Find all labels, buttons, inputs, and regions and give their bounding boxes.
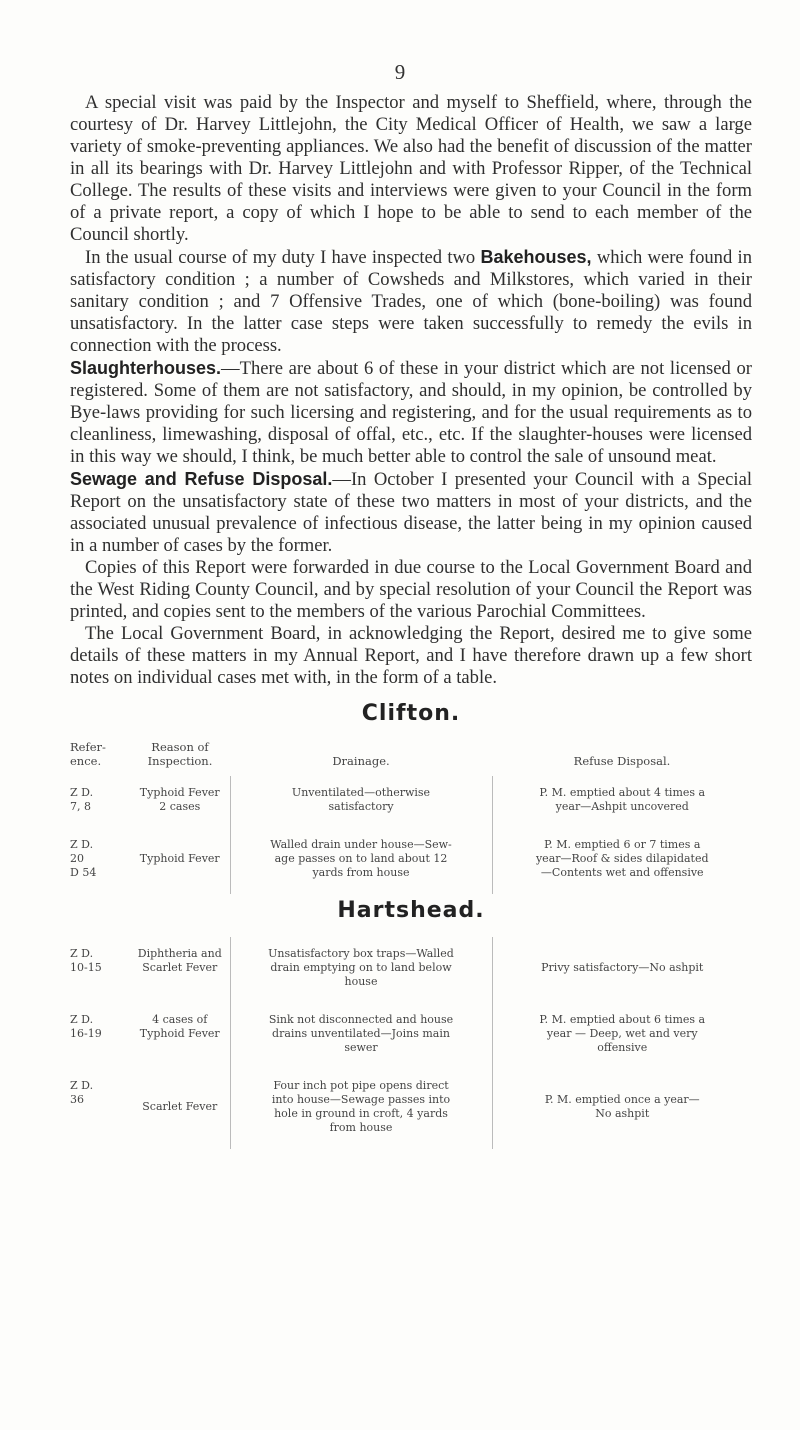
header-drainage	[230, 740, 492, 776]
cell-line: Diphtheria and	[137, 947, 222, 960]
paragraph-text: which were found in satisfactory condition ; a number of Cowsheds and Milkstores, which varied in their sanitary condition ; and 7 Offensive Trades, one of which (bone-boiling) was found unsatisfactory. In the latter case steps were taken successfully to remedy the evils in connection with the process.	[70, 247, 752, 356]
cell-line: sewer	[344, 1041, 378, 1054]
cell-drainage	[230, 1003, 492, 1069]
header-reason	[130, 740, 230, 776]
header-line: Reason of	[151, 740, 209, 754]
cell-line: into house—Sewage passes into	[271, 1093, 451, 1106]
cell-line: P. M. emptied about 6 times a	[539, 1013, 706, 1026]
section-title-hartshead: Hartshead.	[337, 898, 485, 923]
paragraph-report-copies: Copies of this Report were forwarded in due course to the Local Government Board and the West Riding County Council, and by special resolution of your Council the Report was printed, and copies sent to the members of the various Parochial Committees.	[70, 557, 752, 622]
header-line: ence.	[70, 754, 102, 768]
paragraph-text: —There are about 6 of these in your district which are not licensed or registered. Some of them are not satisfactory, and should, in my opinion, be controlled by Bye-laws providing for such licersing and registering, and for the usual requirements as to cleanliness, limewashing, disposal of offal, etc., etc. If the slaughter-houses were licensed in this way we should, I think, be much better able to control the sale of unsound meat.	[70, 358, 752, 467]
cell-line: satisfactory	[328, 800, 394, 813]
cell-line: house	[344, 975, 378, 988]
cell-line: Scarlet Fever	[142, 1100, 218, 1113]
cell-line: No ashpit	[595, 1107, 650, 1120]
cell-reference	[70, 828, 130, 894]
paragraph-text: In the usual course of my duty I have inspected two	[85, 247, 481, 268]
cell-line: 10-15	[70, 961, 102, 974]
table-header-row	[70, 740, 752, 776]
paragraph-bakehouses	[70, 246, 752, 357]
bakehouses-heading: Bakehouses,	[480, 247, 592, 267]
cell-reference	[70, 937, 130, 1003]
table-row	[70, 776, 752, 828]
cell-reference	[70, 1069, 130, 1149]
cell-line: 2 cases	[159, 800, 201, 813]
paragraph-text: —In October I presented your Council with a Special Report on the unsatisfactory state of these two matters in most of your districts, and the associated unusual prevalence of infectious disease, the latter being in my opinion caused in a number of cases by the former.	[70, 469, 752, 556]
cell-line: 7, 8	[70, 800, 91, 813]
section-title-clifton: Clifton.	[361, 701, 461, 726]
header-reference	[70, 740, 130, 776]
cell-line: 20	[70, 852, 84, 865]
cell-line: yards from house	[312, 866, 410, 879]
cell-drainage	[230, 937, 492, 1003]
cell-line: Unsatisfactory box traps—Walled	[268, 947, 454, 960]
cell-line: 36	[70, 1093, 84, 1106]
cell-line: year—Ashpit uncovered	[555, 800, 689, 813]
cell-line: 4 cases of	[152, 1013, 208, 1026]
header-line: Drainage.	[332, 754, 390, 768]
paragraph-sheffield-visit: A special visit was paid by the Inspector and myself to Sheffield, where, through the courtesy of Dr. Harvey Littlejohn, the City Medical Officer of Health, we saw a large variety of smoke-preventing appliances. We also had the benefit of discussion of the matter in all its bearings with Dr. Harvey Littlejohn and with Professor Ripper, of the Technical College. The results of these visits and interviews were given to your Council in the form of a private report, a copy of which I hope to be able to send to each member of the Council shortly.	[70, 92, 752, 245]
cell-line: Typhoid Fever	[139, 1027, 220, 1040]
cell-line: Privy satisfactory—No ashpit	[541, 961, 704, 974]
cell-line: Z D.	[70, 786, 94, 799]
inspection-table-clifton	[70, 740, 752, 894]
cell-refuse	[492, 776, 752, 828]
cell-line: Z D.	[70, 947, 94, 960]
paragraph-lgb-request: The Local Government Board, in acknowledging the Report, desired me to give some details of these matters in my Annual Report, and I have therefore drawn up a few short notes on individual cases met with, in the form of a table.	[70, 623, 752, 688]
cell-line: year — Deep, wet and very	[546, 1027, 698, 1040]
header-line: Inspection.	[147, 754, 213, 768]
cell-line: —Contents wet and offensive	[540, 866, 704, 879]
slaughterhouses-heading: Slaughterhouses.	[70, 358, 222, 378]
cell-reference	[70, 1003, 130, 1069]
cell-line: drains unventilated—Joins main	[272, 1027, 450, 1040]
page-number: 9	[394, 60, 406, 84]
cell-line: Unventilated—otherwise	[291, 786, 431, 799]
cell-drainage	[230, 828, 492, 894]
report-body	[70, 92, 752, 1149]
header-refuse	[492, 740, 752, 776]
cell-refuse	[492, 1069, 752, 1149]
cell-refuse	[492, 937, 752, 1003]
cell-line: Z D.	[70, 1013, 94, 1026]
cell-line: year—Roof & sides dilapidated	[535, 852, 709, 865]
cell-line: Four inch pot pipe opens direct	[273, 1079, 449, 1092]
header-line: Refuse Disposal.	[573, 754, 671, 768]
cell-reason	[130, 1003, 230, 1069]
cell-line: P. M. emptied 6 or 7 times a	[544, 838, 701, 851]
cell-reason	[130, 1069, 230, 1149]
cell-reason	[130, 828, 230, 894]
cell-line: Typhoid Fever	[139, 852, 220, 865]
cell-line: Scarlet Fever	[142, 961, 218, 974]
cell-line: P. M. emptied once a year—	[544, 1093, 700, 1106]
cell-reason	[130, 937, 230, 1003]
paragraph-sewage-refuse	[70, 468, 752, 557]
cell-line: Z D.	[70, 838, 94, 851]
cell-line: Typhoid Fever	[139, 786, 220, 799]
cell-line: from house	[329, 1121, 393, 1134]
cell-line: D 54	[70, 866, 97, 879]
paragraph-slaughterhouses	[70, 357, 752, 468]
cell-line: offensive	[597, 1041, 648, 1054]
cell-drainage	[230, 776, 492, 828]
cell-drainage	[230, 1069, 492, 1149]
sewage-refuse-heading: Sewage and Refuse Disposal.	[70, 469, 333, 489]
table-row	[70, 1003, 752, 1069]
cell-line: 16-19	[70, 1027, 102, 1040]
inspection-table-hartshead	[70, 937, 752, 1149]
cell-line: hole in ground in croft, 4 yards	[274, 1107, 448, 1120]
cell-refuse	[492, 1003, 752, 1069]
cell-reason	[130, 776, 230, 828]
cell-refuse	[492, 828, 752, 894]
table-row	[70, 828, 752, 894]
table-row	[70, 937, 752, 1003]
cell-line: Z D.	[70, 1079, 94, 1092]
table-row	[70, 1069, 752, 1149]
header-line: Refer-	[70, 740, 106, 754]
cell-line: Walled drain under house—Sew-	[270, 838, 452, 851]
cell-reference	[70, 776, 130, 828]
cell-line: P. M. emptied about 4 times a	[539, 786, 706, 799]
cell-line: Sink not disconnected and house	[268, 1013, 454, 1026]
cell-line: age passes on to land about 12	[274, 852, 448, 865]
cell-line: drain emptying on to land below	[270, 961, 452, 974]
